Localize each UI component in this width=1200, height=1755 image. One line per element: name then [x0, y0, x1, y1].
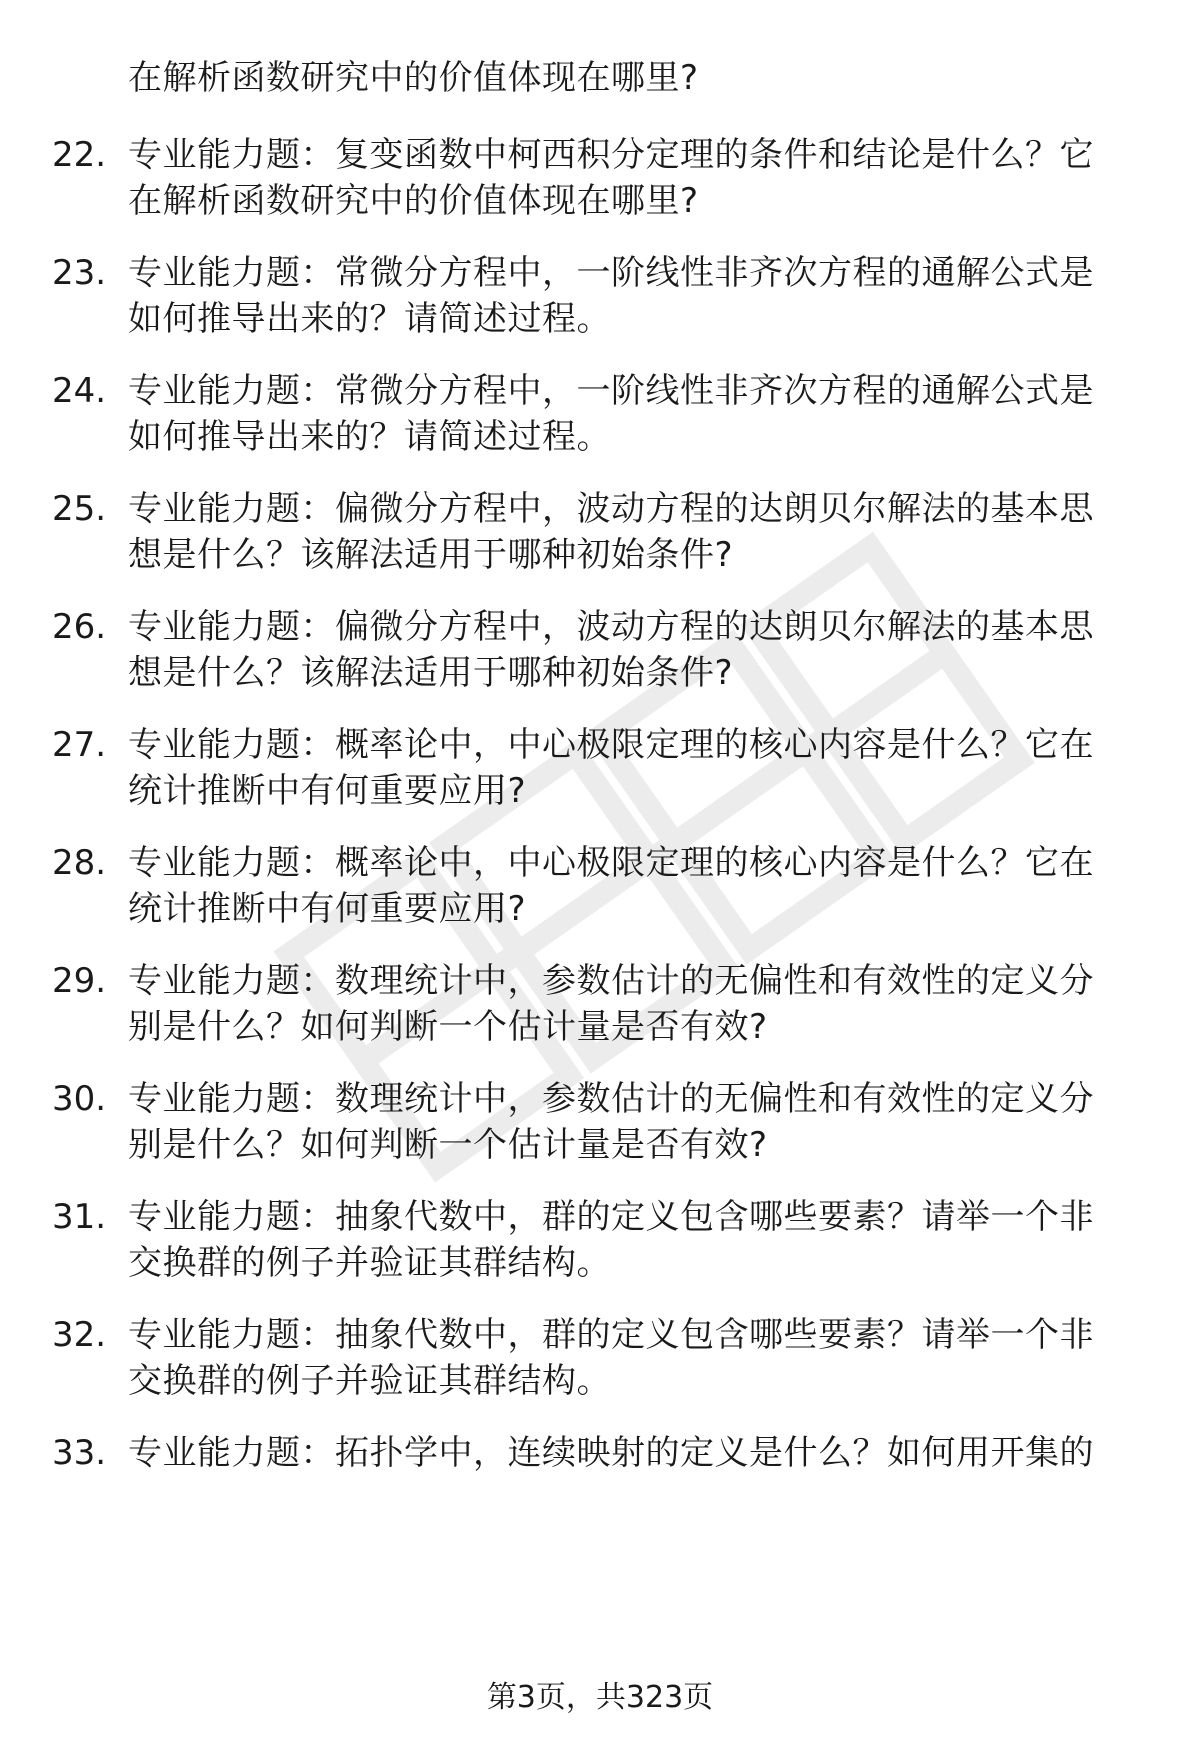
question-line-1: 专业能力题：抽象代数中，群的定义包含哪些要素？请举一个非	[128, 1197, 1094, 1237]
question-number: 28.	[52, 843, 107, 883]
question-number: 27.	[52, 725, 107, 765]
question-line-1: 专业能力题：复变函数中柯西积分定理的条件和结论是什么？它	[128, 135, 1094, 175]
question-line-2: 统计推断中有何重要应用?	[128, 771, 527, 811]
question-number: 22.	[52, 135, 107, 175]
question-line-1: 专业能力题：数理统计中，参数估计的无偏性和有效性的定义分	[128, 1079, 1094, 1119]
question-line-2: 统计推断中有何重要应用?	[128, 889, 527, 929]
question-line-2: 交换群的例子并验证其群结构。	[128, 1243, 611, 1283]
question-line-2: 如何推导出来的？请简述过程。	[128, 299, 611, 339]
question-line-2: 如何推导出来的？请简述过程。	[128, 417, 611, 457]
question-number: 23.	[52, 253, 107, 293]
question-number: 25.	[52, 489, 107, 529]
question-line-2: 交换群的例子并验证其群结构。	[128, 1361, 611, 1401]
question-line-2: 别是什么？如何判断一个估计量是否有效?	[128, 1007, 768, 1047]
question-line-2: 想是什么？该解法适用于哪种初始条件?	[128, 653, 734, 693]
question-number: 26.	[52, 607, 107, 647]
question-line-1: 专业能力题：常微分方程中，一阶线性非齐次方程的通解公式是	[128, 253, 1094, 293]
question-number: 33.	[52, 1433, 107, 1473]
continuation-line: 在解析函数研究中的价值体现在哪里?	[128, 58, 699, 98]
question-line-1: 专业能力题：偏微分方程中，波动方程的达朗贝尔解法的基本思	[128, 489, 1094, 529]
question-line-1: 专业能力题：抽象代数中，群的定义包含哪些要素？请举一个非	[128, 1315, 1094, 1355]
question-line-2: 在解析函数研究中的价值体现在哪里?	[128, 181, 699, 221]
question-line-2: 别是什么？如何判断一个估计量是否有效?	[128, 1125, 768, 1165]
question-line-1: 专业能力题：常微分方程中，一阶线性非齐次方程的通解公式是	[128, 371, 1094, 411]
question-line-2: 想是什么？该解法适用于哪种初始条件?	[128, 535, 734, 575]
question-line-1: 专业能力题：数理统计中，参数估计的无偏性和有效性的定义分	[128, 961, 1094, 1001]
question-number: 31.	[52, 1197, 107, 1237]
question-number: 32.	[52, 1315, 107, 1355]
page-footer: 第3页，共323页	[486, 1680, 714, 1715]
question-line-1: 专业能力题：概率论中，中心极限定理的核心内容是什么？它在	[128, 843, 1094, 883]
question-number: 24.	[52, 371, 107, 411]
question-number: 29.	[52, 961, 107, 1001]
question-line-1: 专业能力题：概率论中，中心极限定理的核心内容是什么？它在	[128, 725, 1094, 765]
question-line-1: 专业能力题：拓扑学中，连续映射的定义是什么？如何用开集的	[128, 1433, 1094, 1473]
question-number: 30.	[52, 1079, 107, 1119]
question-line-1: 专业能力题：偏微分方程中，波动方程的达朗贝尔解法的基本思	[128, 607, 1094, 647]
